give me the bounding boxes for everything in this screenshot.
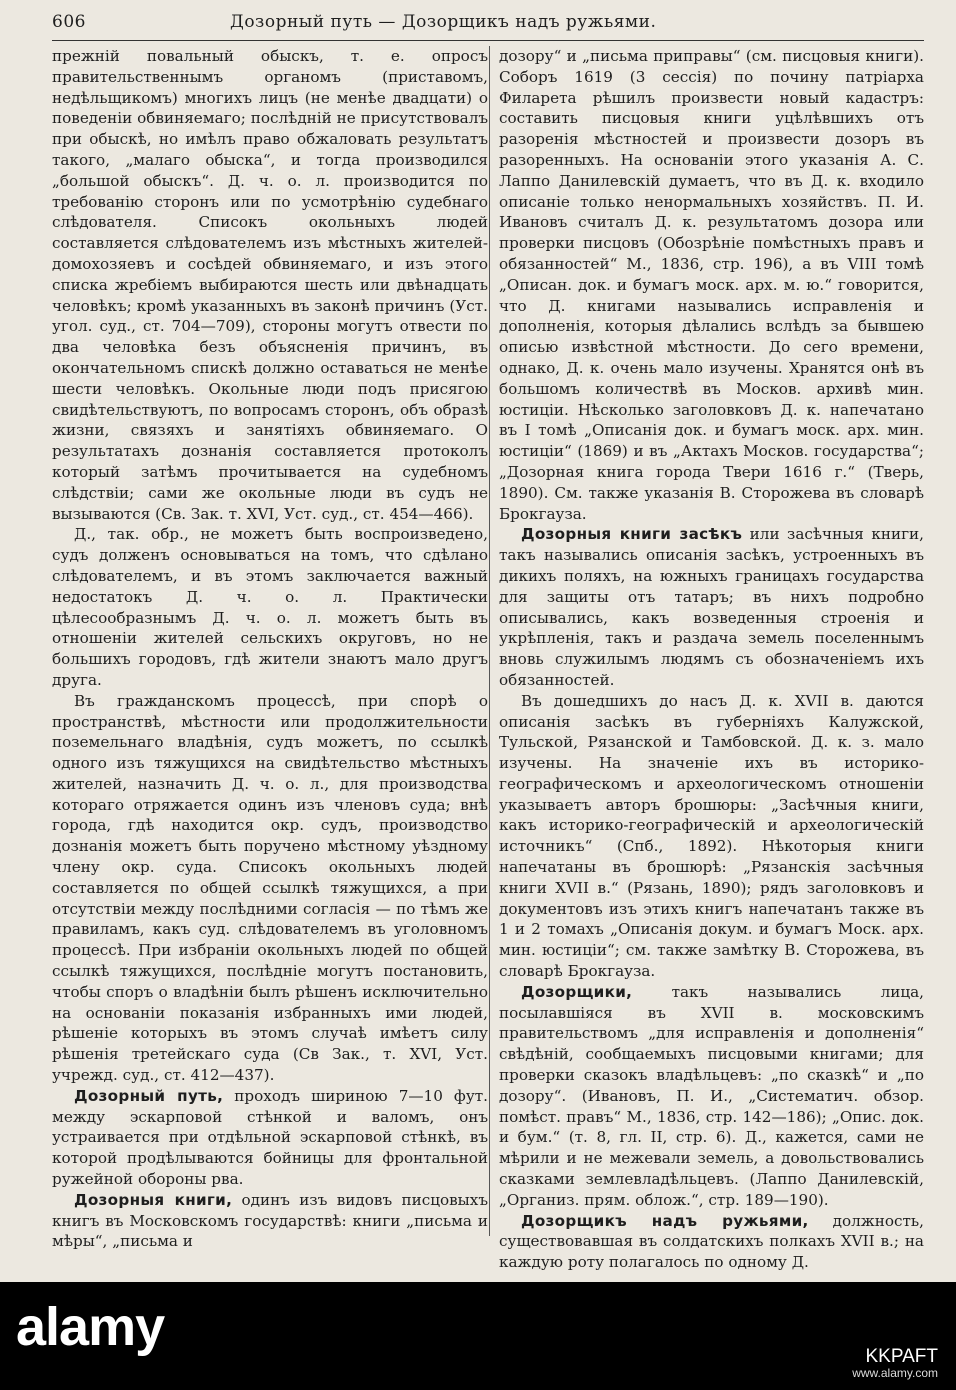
watermark-url: www.alamy.com bbox=[852, 1366, 938, 1380]
entry-title: Дозорщикъ надъ ружьями, bbox=[521, 1211, 809, 1230]
left-column bbox=[52, 46, 488, 1251]
paragraph: Д., так. обр., не можетъ быть воспроизведено, судъ долженъ основываться на томъ, что сдѣлано слѣдователемъ, и въ этомъ заключается важный недостатокъ Д. ч. о. л. Практически цѣлесообразнымъ Д. ч. о. л. можетъ быть въ отношеніи жителей сельскихъ округовъ, но не большихъ городовъ, гдѣ жители знаютъ мало другъ друга. bbox=[52, 525, 488, 689]
paragraph: дозору“ и „письма приправы“ (см. писцовыя книги). Соборъ 1619 (3 сессія) по почину патріарха Филарета рѣшилъ произвести новый кадастръ: составить писцовыя книги уцѣлѣвшихъ отъ разоренія мѣстностей и произвести дозоръ въ разоренныхъ. На основаніи этого указанія А. С. Лаппо Данилевскій думаетъ, что въ Д. к. входило описаніе только ненормальныхъ хозяйствъ. П. И. Ивановъ считалъ Д. к. результатомъ дозора или проверки писцовъ (Обозрѣніе помѣстныхъ правъ и обязанностей“ М., 1836, стр. 196), а въ VIII томѣ „Описан. док. и бумагъ моск. арх. м. ю.“ говорится, что Д. книгами назывались исправленія и дополненія, которыя дѣлались вслѣдъ за бывшею описью извѣстной мѣстности. До сего времени, однако, Д. к. очень мало изучены. Хранятся онѣ въ большомъ количествѣ въ Москов. архивѣ мин. юстиціи. Нѣсколько заголовковъ Д. к. напечатано въ I томѣ „Описанія док. и бумагъ моск. арх. мин. юстиціи“ (1869) и въ „Актахъ Москов. государства“; „Дозорная книга города Твери 1616 г.“ (Тверь, 1890). См. также указанія В. Сторожева въ словарѣ Брокгауза. bbox=[499, 47, 924, 523]
running-head: Дозорный путь — Дозорщикъ надъ ружьями. bbox=[230, 12, 657, 32]
entry-title: Дозорныя книги засѣкъ bbox=[521, 525, 743, 544]
right-column bbox=[499, 46, 924, 1272]
entry-title: Дозорный путь, bbox=[74, 1086, 224, 1105]
entry-dozornye-knigi bbox=[52, 1190, 488, 1252]
entry-text: проходъ шириною 7—10 фут. между эскарповой стѣнкой и валомъ, онъ устраивается при отдѣльной эскарповой стѣнкѣ, въ которой продѣлываются бойницы для фронтальной ружейной обороны рва. bbox=[52, 1086, 488, 1189]
entry-title: Дозорныя книги, bbox=[74, 1190, 233, 1209]
page-header bbox=[52, 8, 924, 36]
entry-title: Дозорщики, bbox=[521, 982, 633, 1001]
entry-text: одинъ изъ видовъ писцовыхъ книгъ въ Московскомъ государствѣ: книги „письма и мѣры“, „письма и bbox=[52, 1190, 488, 1251]
entry-dozorny-put bbox=[52, 1086, 488, 1190]
paragraph: прежній повальный обыскъ, т. е. опросъ правительственнымъ органомъ (приставомъ, недѣльщикомъ) многихъ лицъ (не менѣе двадцати) о поведеніи обвиняемаго; послѣдній не присутствовалъ при обыскѣ, но имѣлъ право обжаловать результатъ такого, „малаго обыска“, и тогда производился „большой обыскъ“. Д. ч. о. л. производится по требованію сторонъ или по усмотрѣнію судебнаго слѣдователя. Списокъ окольныхъ людей составляется слѣдователемъ изъ мѣстныхъ жителей-домохозяевъ и сосѣдей обвиняемаго, и изъ этого списка жребіемъ выбираются шесть или двѣнадцать человѣкъ; кромѣ указанныхъ въ законѣ причинъ (Уст. угол. суд., ст. 704—709), стороны могутъ отвести по два человѣка безъ объясненія причинъ, въ окончательномъ спискѣ должно оставаться не менѣе шести человѣкъ. Окольные люди подъ присягою свидѣтельствуютъ, по вопросамъ сторонъ, объ образѣ жизни, связяхъ и занятіяхъ обвиняемаго. О результатахъ дознанія составляется протоколъ который затѣмъ прочитывается на судебномъ слѣдствіи; сами же окольные люди въ судъ не вызываются (Св. Зак. т. XVI, Уст. суд., ст. 454—466). bbox=[52, 47, 488, 523]
entry-text: такъ назывались лица, посылавшіяся въ XVII в. московскимъ правительствомъ „для исправленія и дополненія“ свѣдѣній, сообщаемыхъ писцовыми книгами; для проверки сказокъ владѣльцевъ: „по сказкѣ“ и „по дозору“. (Ивановъ, П. И., „Систематич. обзор. помѣст. правъ“ М., 1836, стр. 142—186); „Опис. док. и бум.“ (т. 8, гл. II, стр. 6). Д., кажется, сами не мѣрили и не межевали земель, а довольствовались сказками землевладѣльцевъ. (Лаппо Данилевскій, „Организ. прям. облож.“, стр. 189—190). bbox=[499, 982, 924, 1209]
image-id: KKPAFT bbox=[865, 1346, 938, 1367]
column-divider bbox=[489, 46, 490, 1236]
entry-dozorshchiki bbox=[499, 982, 924, 1211]
paragraph: Въ гражданскомъ процессѣ, при спорѣ о пространствѣ, мѣстности или продолжительности поземельнаго владѣнія, судъ можетъ, по ссылкѣ одного изъ тяжущихся на свидѣтельство мѣстныхъ жителей, назначить Д. ч. о. л., для производства котораго отряжается одинъ изъ членовъ суда; внѣ города, гдѣ находится окр. судъ, производство дознанія можетъ быть поручено мѣстному уѣздному члену окр. суда. Списокъ окольныхъ людей составляется по общей ссылкѣ тяжущихся, а при отсутствіи между послѣдними согласія — по тѣмъ же правиламъ, какъ суд. слѣдователемъ въ уголовномъ процессѣ. При избраніи окольныхъ людей по общей ссылкѣ тяжущихся, послѣдніе могутъ постановить, чтобы споръ о владѣніи былъ рѣшенъ исключительно на основаніи показанія избранныхъ ими людей, рѣшеніе которыхъ въ этомъ случаѣ имѣетъ силу рѣшенія третейскаго суда (Св Зак., т. XVI, Уст. учрежд. суд., ст. 412—437). bbox=[52, 691, 488, 1085]
entry-dozornye-knigi-zasek bbox=[499, 524, 924, 690]
header-rule bbox=[52, 40, 924, 41]
paragraph: Въ дошедшихъ до насъ Д. к. XVII в. даются описанія засѣкъ въ губерніяхъ Калужской, Тульской, Рязанской и Тамбовской. Д. к. з. мало изучены. На значеніе ихъ въ историко-географическомъ и археологическомъ отношеніи указываетъ авторъ брошюры: „Засѣчныя книги, какъ историко-географическій и археологическій источникъ“ (Спб., 1892). Нѣкоторыя книги напечатаны въ брошюрѣ: „Рязанскія засѣчныя книги XVII в.“ (Рязань, 1890); рядъ заголовковъ и документовъ изъ этихъ книгъ напечатанъ также въ 1 и 2 томахъ „Описанія докум. и бумагъ Моск. арх. мин. юстиціи“; см. также замѣтку В. Сторожева, въ словарѣ Брокгауза. bbox=[499, 691, 924, 981]
page-number: 606 bbox=[52, 12, 86, 32]
alamy-logo: alamy bbox=[16, 1297, 165, 1357]
entry-dozorshchik-nad-ruzhyami bbox=[499, 1211, 924, 1273]
entry-text: или засѣчныя книги, такъ назывались описанія засѣкъ, устроенныхъ въ дикихъ поляхъ, на южныхъ границахъ государства для защиты отъ татаръ; въ нихъ подробно описывались, какъ возведенныя строенія и укрѣпленія, такъ и раздача земель поселеннымъ вновь служилымъ людямъ съ обозначеніемъ ихъ обязанностей. bbox=[499, 525, 924, 689]
entry-text: должность, существовавшая въ солдатскихъ полкахъ XVII в.; на каждую роту полагалось по одному Д. bbox=[499, 1211, 924, 1272]
